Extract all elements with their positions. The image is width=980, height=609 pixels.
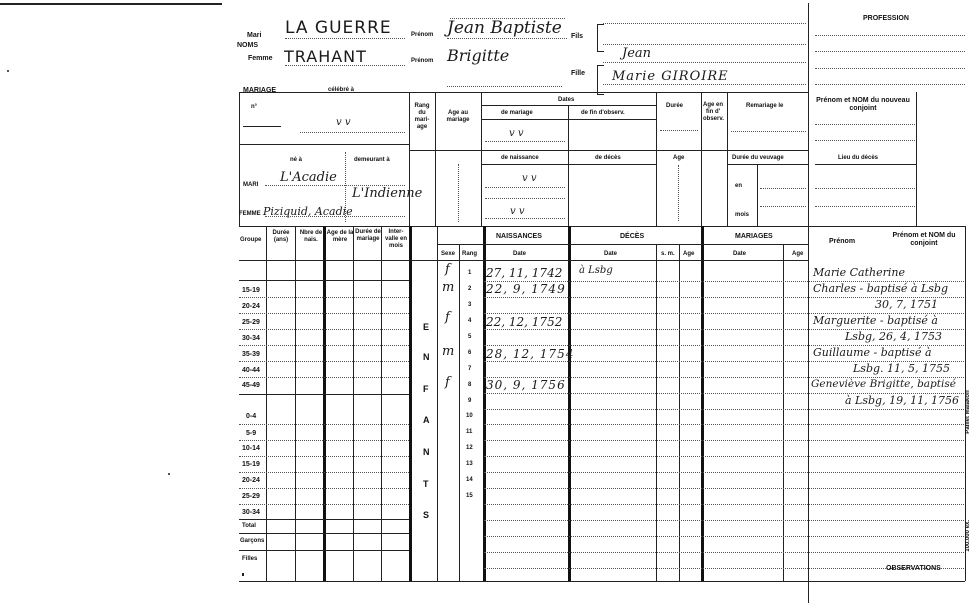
speck	[168, 473, 170, 475]
celebre-value: v v	[336, 117, 351, 128]
lieu-line-1	[815, 188, 915, 189]
noms-label: NOMS	[237, 42, 258, 49]
age-mariage-label: Age au mariage	[446, 110, 470, 123]
rank-number: 9	[468, 398, 472, 404]
mari-demeurant-value: L'Indienne	[352, 186, 423, 201]
group-line	[239, 504, 409, 505]
veuvage-line-1	[760, 188, 806, 189]
group-label: 35-39	[242, 351, 260, 358]
mari-surname: LA GUERRE	[285, 18, 392, 38]
duree-left-border	[656, 92, 657, 226]
age-dates-divider	[481, 92, 482, 226]
col-line-sexe	[459, 244, 460, 581]
group-label: 25-29	[242, 319, 260, 326]
group-label: 20-24	[242, 303, 260, 310]
mariage-title: MARIAGE	[243, 87, 277, 94]
rank-number: 13	[466, 461, 473, 467]
femme-prenom-label: Prénom	[411, 58, 434, 64]
celebre-line	[300, 132, 405, 133]
group-line	[239, 472, 409, 473]
profession-label: PROFESSION	[863, 15, 909, 22]
femme-naissance-line	[485, 218, 565, 219]
rank-number: 12	[466, 445, 473, 451]
duree-label: Durée	[666, 103, 684, 109]
age-fin-label: Age en fin d' observ.	[703, 102, 724, 122]
row-line	[484, 456, 964, 457]
profession-line-2	[815, 51, 965, 52]
fils-value: Jean	[622, 46, 652, 61]
femme-prenom-line	[447, 86, 562, 87]
demeurant-label: demeurant à	[354, 157, 390, 163]
group-label: Total	[242, 523, 256, 529]
col-line-side	[437, 226, 438, 581]
col-line-deces-age	[701, 226, 704, 581]
dates-title: Dates	[558, 97, 575, 103]
rang-age-divider	[435, 92, 436, 226]
row-line	[484, 409, 964, 410]
rank-number: 10	[466, 413, 473, 419]
mari-prenom-label: Prénom	[411, 32, 434, 38]
rank-number: 6	[468, 350, 472, 356]
child-birth-date: 30, 9, 1756	[486, 378, 566, 392]
conjoint-line-2	[815, 140, 915, 141]
naissances-header: NAISSANCES	[496, 233, 542, 240]
table-top-border	[239, 226, 965, 227]
remariage-left-border	[727, 92, 728, 226]
group-line	[239, 533, 409, 534]
rank-number: 5	[468, 334, 472, 340]
veuvage-line	[727, 164, 809, 165]
rank-number: 7	[468, 366, 472, 372]
ne-a-label: né à	[290, 157, 303, 163]
profession-line-4	[815, 84, 965, 85]
group-line	[239, 329, 409, 330]
femme-label: Femme	[248, 55, 273, 62]
duree-mariage-header: Durée de mariage	[355, 229, 381, 242]
group-label: 10-14	[242, 445, 260, 452]
header-bottom-line	[239, 260, 809, 261]
celebre-label: célébré à	[328, 87, 355, 93]
child-prenom: Lsbg, 26, 4, 1753	[845, 330, 943, 343]
age2-dotted-divider	[678, 165, 679, 221]
fils-line-2	[603, 44, 806, 45]
conjoint-header: Prénom et NOM du conjoint	[892, 232, 956, 247]
dates-subhead-line	[481, 119, 656, 120]
speck	[7, 70, 9, 72]
profession-line-1	[815, 35, 965, 36]
fin-observ-label: de fin d'observ.	[581, 110, 625, 116]
group-label: 30-34	[242, 509, 260, 516]
group-line	[239, 488, 409, 489]
side-letter: S	[423, 510, 430, 520]
row-line	[484, 552, 964, 553]
child-sexe: f	[445, 262, 450, 277]
age-fin-left-border	[701, 92, 702, 226]
group-line	[239, 297, 409, 298]
profession-line-3	[815, 68, 965, 69]
nouveau-conjoint-label: Prénom et NOM du nouveau conjoint	[816, 97, 910, 112]
right-main-border	[808, 3, 809, 603]
fille-label: Fille	[571, 70, 586, 77]
naissance-subhead-line	[481, 164, 656, 165]
group-line	[239, 519, 409, 520]
col-line-sm	[679, 244, 680, 581]
femme-ne-line	[265, 216, 405, 217]
no-label: n°	[251, 104, 258, 110]
remariage-label: Remariage le	[746, 103, 784, 109]
groupe-header: Groupe	[240, 237, 262, 243]
veuvage-inner-divider	[757, 164, 758, 226]
group-line	[239, 313, 409, 314]
child-death-note: à Lsbg	[579, 265, 613, 276]
femme-ne-value: Piziquid, Acadie	[263, 205, 353, 218]
mari-prenom-value: Jean Baptiste	[447, 18, 562, 38]
dates-mid-line	[409, 150, 809, 151]
rank-number: 2	[468, 286, 472, 292]
group-line	[239, 345, 409, 346]
side-letter: A	[423, 415, 430, 425]
group-label: 15-19	[242, 287, 260, 294]
side-letter: E	[423, 322, 430, 332]
child-birth-date: 28, 12, 1754	[486, 347, 575, 361]
child-prenom: Marie Catherine	[813, 266, 905, 279]
side-letter: F	[423, 384, 429, 394]
naissance-value: v v	[522, 173, 537, 184]
col-line-intervalle	[409, 226, 412, 581]
group-line	[239, 550, 409, 551]
child-birth-date: 27, 11, 1742	[486, 266, 563, 280]
print-run-mark: 100.000 ex.	[965, 520, 971, 552]
mariages-age-header: Age	[792, 251, 804, 257]
nbre-nais-header: Nbre de nais.	[299, 230, 323, 243]
mariages-header: MARIAGES	[735, 233, 773, 240]
top-edge-line	[0, 3, 222, 5]
rank-number: 14	[466, 477, 473, 483]
fille-value: Marie GIROIRE	[612, 69, 729, 84]
mari-prenom-line	[447, 38, 567, 39]
mari-ne-value: L'Acadie	[280, 170, 337, 185]
group-line	[239, 424, 409, 425]
de-mariage-label: de mariage	[501, 110, 533, 116]
row-line	[484, 504, 964, 505]
de-deces-label: de décès	[595, 155, 621, 161]
child-prenom: Guillaume - baptisé à	[813, 346, 932, 359]
table-bottom-line	[239, 581, 965, 582]
side-letter: N	[423, 352, 430, 362]
col-line-naissance	[568, 226, 571, 581]
no-line	[243, 126, 281, 127]
child-prenom: Charles - baptisé à Lsbg	[813, 282, 949, 295]
age-dotted-divider	[458, 164, 459, 222]
mari-label: Mari	[247, 32, 262, 39]
deces-age-header: Age	[683, 251, 695, 257]
group-label: 0-4	[246, 413, 257, 420]
group-line	[239, 280, 409, 281]
group-line	[239, 394, 409, 395]
femme-name-line	[285, 65, 405, 66]
lieu-line-2	[815, 206, 915, 207]
naissance-date-header: Date	[513, 251, 527, 257]
row-line	[484, 520, 964, 521]
conjoint-right-border	[916, 92, 917, 226]
lieu-deces-label: Lieu du décès	[838, 155, 879, 161]
fils-line-3	[603, 62, 806, 63]
group-line	[239, 377, 409, 378]
fille-bracket	[597, 65, 604, 95]
side-letter: T	[423, 479, 429, 489]
rank-number: 1	[468, 270, 472, 276]
row-line	[484, 424, 964, 425]
child-sexe: m	[442, 344, 455, 359]
group-label: 5-9	[246, 430, 257, 437]
printer-mark: Paillet Malakoff	[965, 390, 971, 434]
de-naissance-label: de naissance	[501, 155, 539, 161]
group-line	[239, 361, 409, 362]
naissance-line-2	[485, 198, 565, 199]
child-sexe: f	[445, 375, 450, 390]
speck	[242, 573, 244, 576]
group-label: 40-44	[242, 367, 260, 374]
rank-number: 11	[466, 429, 473, 435]
deces-header: DÉCÈS	[620, 233, 645, 240]
group-label: Filles	[242, 556, 258, 562]
intervalle-header: Inter-valle en mois	[384, 229, 407, 249]
rank-number: 15	[466, 493, 473, 499]
dates-left-border	[409, 92, 410, 226]
age2-label: Age	[673, 155, 685, 161]
observations-label: OBSERVATIONS	[886, 565, 941, 572]
rank-number: 8	[468, 382, 472, 388]
duree-line	[660, 130, 698, 131]
subheader-line	[437, 244, 809, 245]
rang-header: Rang	[462, 251, 477, 257]
child-birth-date: 22, 12, 1752	[486, 315, 563, 329]
mari-name-line	[285, 38, 405, 39]
mari-row-label: MARI	[243, 182, 259, 188]
group-label: 15-19	[242, 461, 260, 468]
child-sexe: m	[442, 280, 455, 295]
mariage-left-border	[239, 92, 240, 226]
row-line	[484, 472, 964, 473]
side-letter: N	[423, 447, 430, 457]
group-label: 25-29	[242, 493, 260, 500]
duree-veuvage-label: Durée du veuvage	[732, 155, 784, 161]
col-line-deces-date	[656, 244, 657, 581]
conjoint-line-1	[815, 124, 915, 125]
child-prenom: 30, 7, 1751	[875, 298, 938, 311]
rank-number: 3	[468, 302, 472, 308]
group-label: 45-49	[242, 382, 260, 389]
remariage-line	[731, 131, 806, 132]
lieu-deces-line	[815, 164, 916, 165]
femme-naissance-value: v v	[510, 206, 525, 217]
veuvage-line-2	[760, 206, 806, 207]
group-label: 30-34	[242, 335, 260, 342]
mariage-date-line	[485, 141, 565, 142]
duree-ans-header: Durée (ans)	[272, 230, 290, 243]
fils-line-1	[603, 23, 806, 24]
prenom-header: Prénom	[829, 238, 856, 245]
sm-header: s. m.	[661, 251, 675, 257]
mariage-mid-line	[239, 144, 409, 145]
rank-number: 4	[468, 318, 472, 324]
row-line	[484, 488, 964, 489]
group-line	[239, 456, 409, 457]
age-mere-header: Age de la mère	[326, 230, 354, 243]
rang-mariage-label: Rang du mari-age	[414, 103, 430, 130]
child-sexe: f	[445, 310, 450, 325]
child-prenom: Geneviève Brigitte, baptisé	[811, 378, 956, 390]
sexe-header: Sexe	[441, 251, 456, 257]
col-line-mariage-date	[783, 244, 784, 581]
row-line	[484, 536, 964, 537]
fils-bracket	[597, 24, 604, 52]
deces-date-header: Date	[604, 251, 618, 257]
group-label: Garçons	[240, 538, 265, 544]
mariage-top-border	[239, 92, 809, 93]
group-label: 20-24	[242, 477, 260, 484]
mois-label: mois	[735, 212, 750, 218]
naissance-line-1	[485, 187, 565, 188]
group-line	[239, 440, 409, 441]
child-prenom: Lsbg. 11, 5, 1755	[853, 362, 951, 375]
femme-surname: TRAHANT	[284, 47, 367, 66]
femme-prenom-value: Brigitte	[447, 46, 510, 65]
dates-mid-divider	[568, 105, 569, 226]
mari-ne-line	[265, 185, 405, 186]
fille-line	[603, 84, 806, 85]
prenom-top-line	[450, 18, 565, 19]
row-line	[484, 440, 964, 441]
fils-label: Fils	[571, 33, 584, 40]
en-label: en	[735, 183, 743, 189]
mariage-date-value: v v	[509, 128, 524, 139]
femme-row-label: FEMME	[239, 211, 261, 217]
child-prenom: Marguerite - baptisé à	[813, 314, 938, 327]
child-prenom: à Lsbg, 19, 11, 1756	[845, 394, 960, 407]
child-birth-date: 22, 9, 1749	[486, 282, 566, 296]
mariages-date-header: Date	[733, 251, 747, 257]
